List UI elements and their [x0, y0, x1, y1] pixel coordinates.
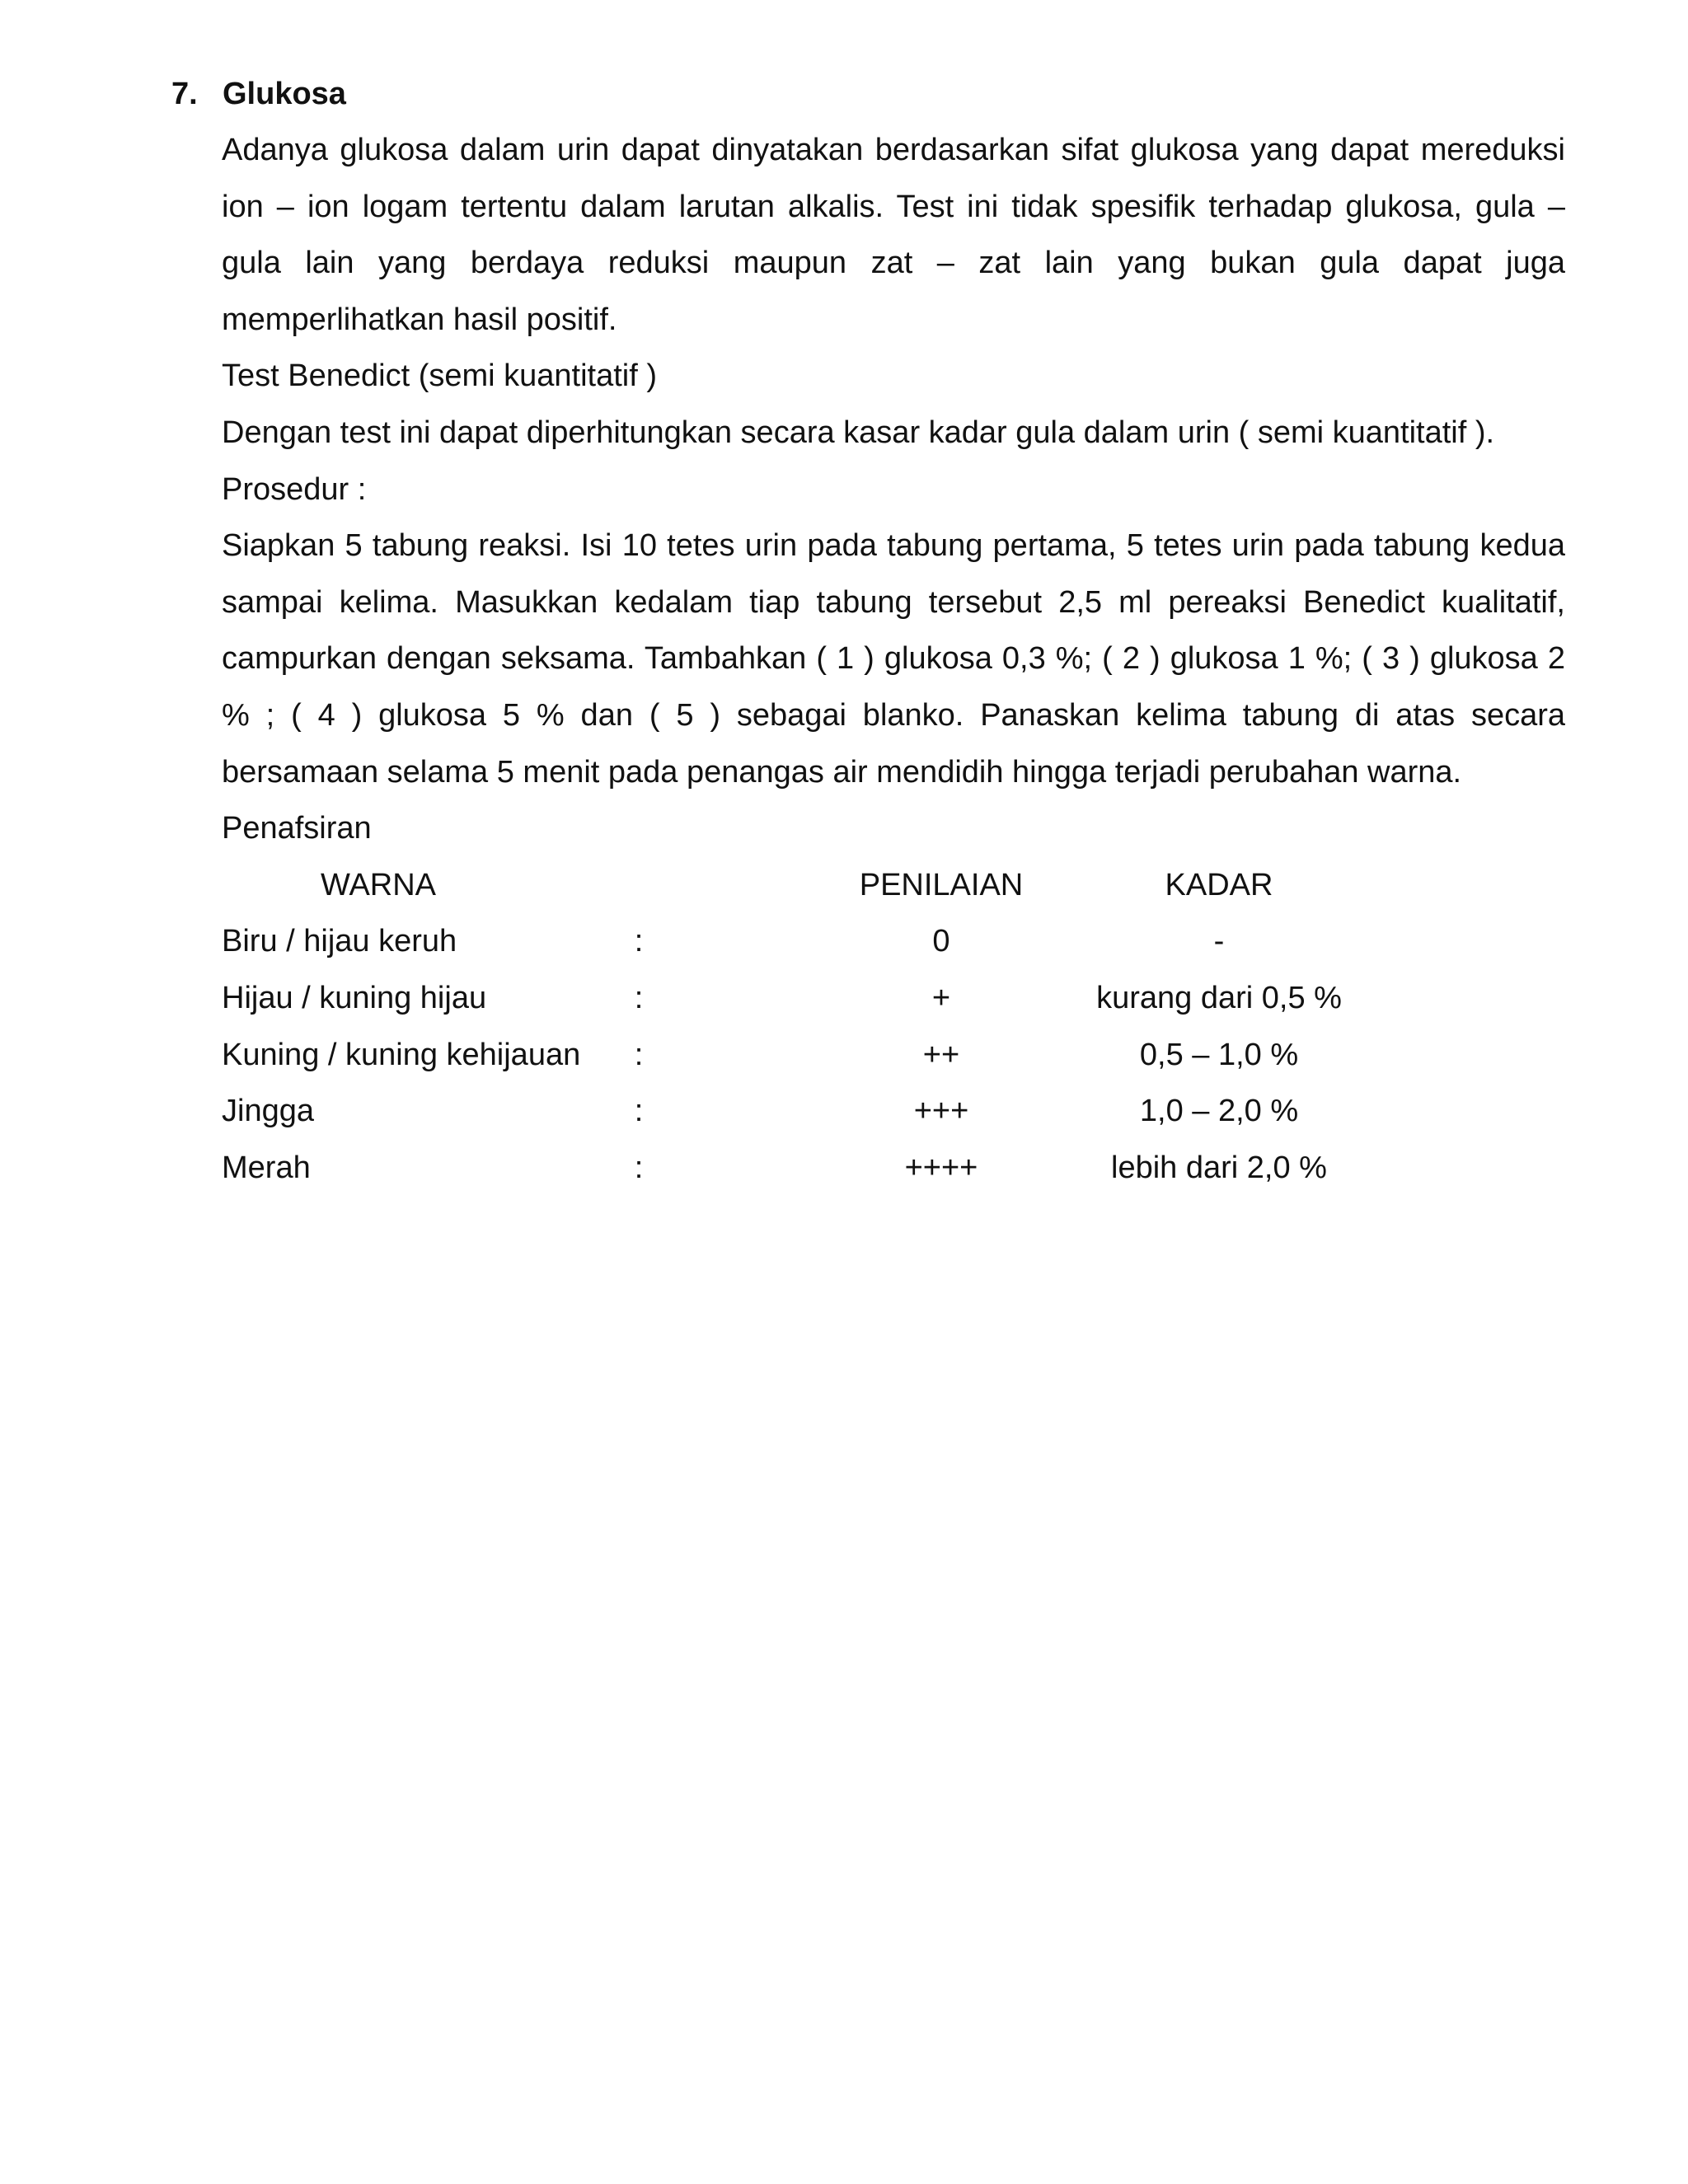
- cell-kadar: kurang dari 0,5 %: [1096, 980, 1342, 1015]
- cell-separator: :: [634, 1037, 644, 1072]
- prosedur-paragraph: Siapkan 5 tabung reaksi. Isi 10 tetes urin pada tabung pertama, 5 tetes urin pada tabung kedua sampai kelima. Masukkan kedalam tiap tabung tersebut 2,5 ml pereaksi Benedict kualitatif, campurkan dengan seksama. Tambahkan ( 1 ) glukosa 0,3 %; ( 2 ) glukosa 1 %; ( 3 ) glukosa 2 % ; ( 4 ) glukosa 5 % dan ( 5 ) sebagai blanko. Panaskan kelima tabung di atas secara bersamaan selama 5 menit pada penangas air mendidih hingga terjadi perubahan warna.: [222, 528, 1565, 790]
- penafsiran-table: [222, 857, 1565, 1197]
- cell-warna: Merah: [222, 1150, 311, 1185]
- cell-penilaian: ++++: [904, 1150, 978, 1185]
- section-heading: [171, 73, 346, 115]
- cell-warna: Hijau / kuning hijau: [222, 980, 487, 1015]
- cell-penilaian: +: [931, 980, 951, 1015]
- cell-kadar: lebih dari 2,0 %: [1111, 1150, 1327, 1185]
- table-row: [222, 1027, 1565, 1084]
- table-row: [222, 1140, 1565, 1197]
- cell-warna: Kuning / kuning kehijauan: [222, 1037, 581, 1072]
- cell-kadar: 0,5 – 1,0 %: [1139, 1037, 1299, 1072]
- prosedur-label: Prosedur :: [222, 471, 367, 507]
- cell-separator: :: [634, 924, 644, 959]
- table-row: [222, 970, 1565, 1027]
- table-row: [222, 1083, 1565, 1140]
- cell-kadar: -: [1213, 924, 1225, 959]
- table-row: [222, 913, 1565, 970]
- header-penilaian: PENILAIAN: [859, 867, 1024, 902]
- cell-warna: Jingga: [222, 1094, 314, 1129]
- penafsiran-label: Penafsiran: [222, 811, 372, 846]
- cell-kadar: 1,0 – 2,0 %: [1139, 1094, 1299, 1129]
- cell-penilaian: 0: [932, 924, 950, 959]
- cell-separator: :: [634, 1150, 644, 1185]
- test-description: Dengan test ini dapat diperhitungkan secara kasar kadar gula dalam urin ( semi kuantitatif ).: [222, 415, 1495, 450]
- cell-warna: Biru / hijau keruh: [222, 924, 457, 959]
- cell-penilaian: ++: [922, 1037, 960, 1072]
- section-number: 7.: [171, 77, 198, 111]
- test-title: Test Benedict (semi kuantitatif ): [222, 359, 657, 394]
- section-title: Glukosa: [223, 77, 346, 111]
- cell-separator: :: [634, 980, 644, 1015]
- header-warna: WARNA: [321, 867, 437, 902]
- table-header-row: [222, 857, 1565, 914]
- header-kadar: KADAR: [1165, 867, 1273, 902]
- intro-paragraph: Adanya glukosa dalam urin dapat dinyatakan berdasarkan sifat glukosa yang dapat mereduksi ion – ion logam tertentu dalam larutan alkalis. Test ini tidak spesifik terhadap glukosa, gula – gula lain yang berdaya reduksi maupun zat – zat lain yang bukan gula dapat juga memperlihatkan hasil positif.: [222, 133, 1565, 337]
- cell-penilaian: +++: [913, 1094, 969, 1129]
- cell-separator: :: [634, 1094, 644, 1129]
- section-body: [222, 122, 1565, 1196]
